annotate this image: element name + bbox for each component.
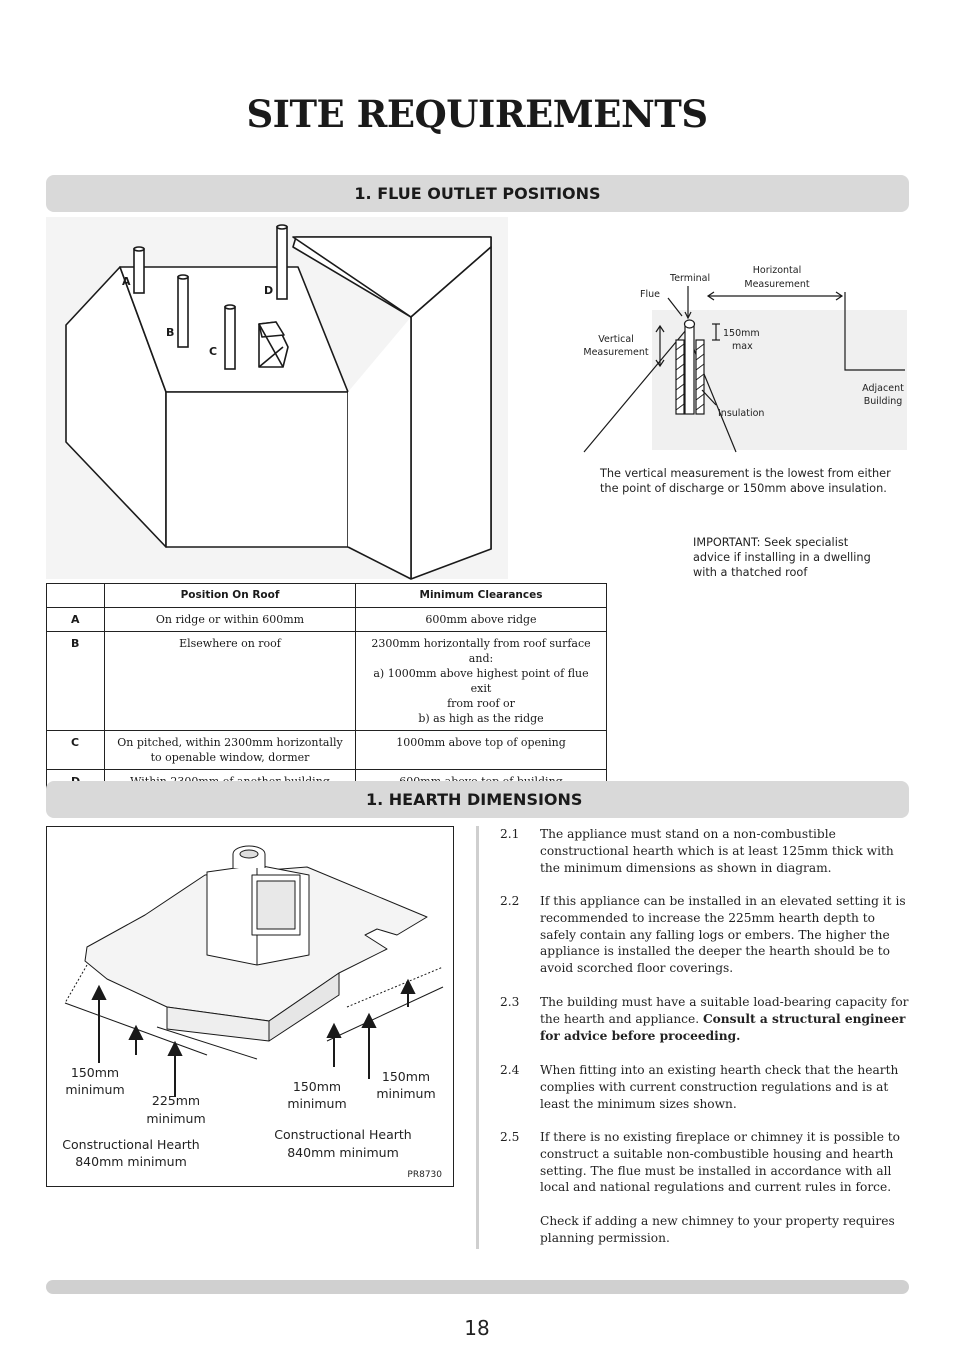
roof-label-c: C <box>209 345 218 358</box>
roof-label-a: A <box>122 275 131 288</box>
table-row <box>47 632 607 731</box>
clearance-line: b) as high as the ridge <box>418 712 544 725</box>
paragraph-number: 2.4 <box>500 1063 520 1077</box>
row-clearance: 600mm above ridge <box>356 608 607 632</box>
clearance-line: 2300mm horizontally from roof surface and: <box>371 637 591 665</box>
hearth-diagram-frame <box>46 826 454 1187</box>
label-insulation: Insulation <box>718 408 765 419</box>
clearance-line: a) 1000mm above highest point of flue exit <box>373 667 589 695</box>
row-position: Elsewhere on roof <box>105 632 356 731</box>
section-heading-hearth <box>46 781 909 818</box>
table-row <box>47 731 607 770</box>
hearth-dimensions-diagram <box>47 827 453 1186</box>
table-row <box>47 608 607 632</box>
label-150-left: 150mm <box>70 1065 120 1080</box>
paragraph-number: 2.2 <box>500 894 520 908</box>
paragraph-text: The appliance must stand on a non-combustible constructional hearth which is at least 125mm thick with the minimum dimensions as shown in diagram. <box>540 827 894 875</box>
label-150-mid-min: minimum <box>287 1096 347 1111</box>
diagram-reference: PR8730 <box>407 1170 442 1180</box>
note-vertical-measurement: The vertical measurement is the lowest from either the point of discharge or 150mm above insulation. <box>600 467 891 495</box>
paragraph-bold-warning: Consult a structural engineer for advice before proceeding. <box>540 1011 906 1043</box>
row-key: A <box>47 608 105 632</box>
label-building: Building <box>863 396 903 407</box>
paragraph-text: When fitting into an existing hearth check that the hearth complies with current construction regulations and is at least the minimum sizes shown. <box>540 1063 899 1111</box>
label-hearth-right-min: 840mm minimum <box>287 1145 399 1160</box>
label-horizontal-measurement: Measurement <box>744 279 810 290</box>
paragraph-text: If there is no existing fireplace or chimney it is possible to construct a suitable non-combustible housing and hearth setting. The flue must be installed in accordance with all local and national regulations and current rules in force. <box>540 1130 901 1195</box>
label-vertical-measurement: Measurement <box>583 347 649 358</box>
label-max: max <box>732 341 753 352</box>
label-hearth-left-min: 840mm minimum <box>75 1154 187 1169</box>
paragraph-text: Check if adding a new chimney to your property requires planning permission. <box>540 1214 895 1245</box>
section-heading-flue: 1. FLUE OUTLET POSITIONS <box>46 175 909 212</box>
column-divider <box>476 826 479 1249</box>
flue-measurement-diagram <box>580 258 910 458</box>
clearances-table <box>46 583 607 794</box>
label-150-right: 150mm <box>381 1069 431 1084</box>
label-adjacent: Adjacent <box>862 383 904 394</box>
row-key: B <box>47 632 105 731</box>
label-hearth-left: Constructional Hearth <box>62 1137 200 1152</box>
roof-label-b: B <box>166 326 175 339</box>
label-225: 225mm <box>151 1093 201 1108</box>
footer-bar <box>46 1280 909 1294</box>
paragraph-body: The building must have a suitable load-bearing capacity for the hearth and appliance. <box>540 995 909 1026</box>
table-header-position: Position On Roof <box>105 584 356 608</box>
row-clearance: 1000mm above top of opening <box>356 731 607 770</box>
paragraph-number: 2.1 <box>500 827 520 841</box>
label-225-min: minimum <box>146 1111 206 1126</box>
label-150mm: 150mm <box>723 328 760 339</box>
label-flue: Flue <box>640 289 660 300</box>
table-header-empty <box>47 584 105 608</box>
row-key: C <box>47 731 105 770</box>
paragraph-number: 2.5 <box>500 1130 520 1144</box>
row-position: On pitched, within 2300mm horizontally to openable window, dormer <box>105 731 356 770</box>
paragraph-number: 2.3 <box>500 995 520 1009</box>
row-clearance <box>356 632 607 731</box>
table-header-row <box>47 584 607 608</box>
row-position: On ridge or within 600mm <box>105 608 356 632</box>
label-terminal: Terminal <box>670 273 711 284</box>
label-150-mid: 150mm <box>292 1079 342 1094</box>
table-header-clearance: Minimum Clearances <box>356 584 607 608</box>
label-150-left-min: minimum <box>65 1082 125 1097</box>
roof-label-d: D <box>264 284 274 297</box>
label-vertical: Vertical <box>598 334 634 345</box>
clearance-line: from roof or <box>447 697 515 710</box>
page-title: SITE REQUIREMENTS <box>246 92 708 136</box>
hearth-heading-text: 1. HEARTH DIMENSIONS <box>366 790 583 809</box>
roof-flue-positions-diagram <box>46 217 516 582</box>
note-important-thatched: IMPORTANT: Seek specialist advice if installing in a dwelling with a thatched roof <box>693 536 871 579</box>
label-horizontal: Horizontal <box>752 265 802 276</box>
page-number: 18 <box>464 1316 490 1340</box>
paragraph-text <box>540 994 912 1044</box>
label-hearth-right: Constructional Hearth <box>274 1127 412 1142</box>
label-150-right-min: minimum <box>376 1086 436 1101</box>
paragraph-text: If this appliance can be installed in an elevated setting it is recommended to increase the 225mm hearth depth to safely contain any falling logs or embers. The higher the appliance is installed the deeper the hearth should be to avoid scorched floor coverings. <box>540 894 906 976</box>
